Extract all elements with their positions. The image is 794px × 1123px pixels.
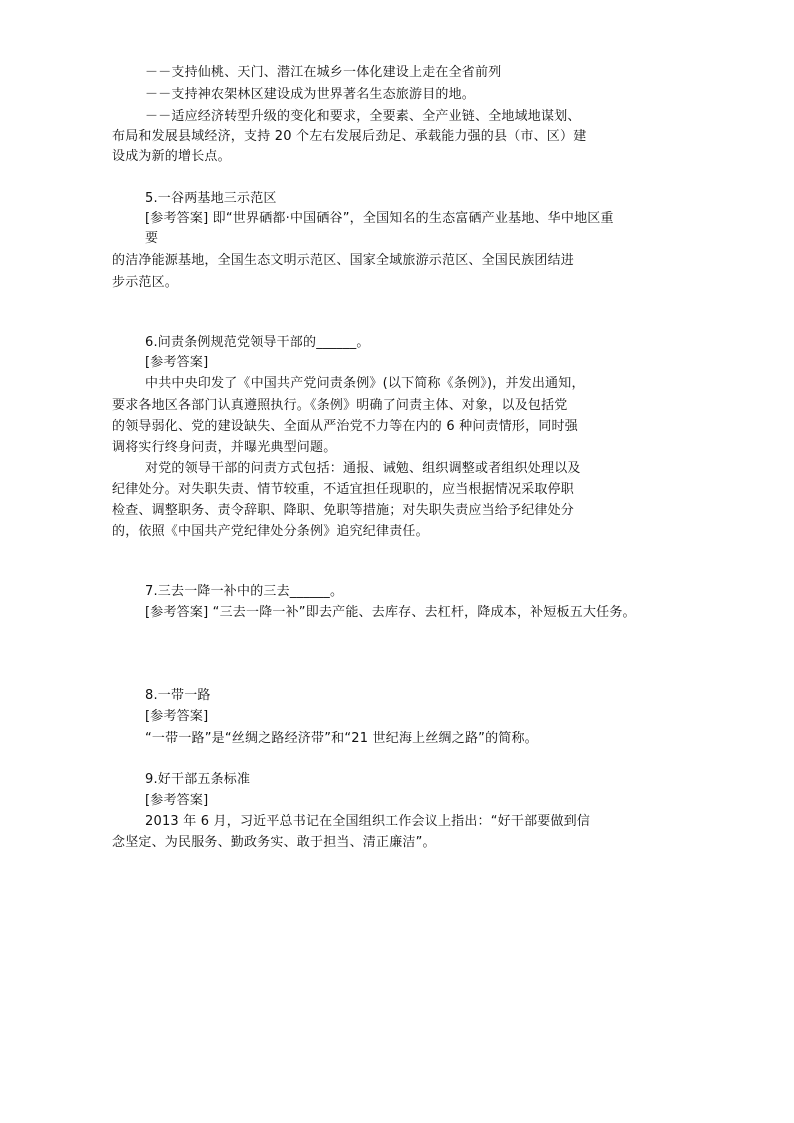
answer-8-line: “一带一路”是“丝绸之路经济带”和“21 世纪海上丝绸之路”的简称。 <box>145 731 538 746</box>
answer-5-line: 步示范区。 <box>112 275 179 290</box>
question-5-title: 5.一谷两基地三示范区 <box>145 191 277 206</box>
answer-6-line: 纪律处分。对失职失责、情节较重，不适宜担任现职的，应当根据情况采取停职 <box>112 482 575 497</box>
answer-5-line: 要 <box>145 231 159 246</box>
answer-6-line: 调将实行终身问责，并曝光典型问题。 <box>112 440 337 455</box>
answer-6-line: 的，依照《中国共产党纪律处分条例》追究纪律责任。 <box>112 524 429 539</box>
answer-6-line: 要求各地区各部门认真遵照执行。《条例》明确了问责主体、对象，以及包括党 <box>112 398 568 413</box>
question-7-title: 7.三去一降一补中的三去______。 <box>145 584 344 599</box>
question-6-title: 6.问责条例规范党领导干部的______。 <box>145 335 370 350</box>
answer-9-label: [参考答案] <box>145 793 209 808</box>
intro-line: 设成为新的增长点。 <box>112 149 231 164</box>
intro-line: 布局和发展县域经济，支持 20 个左右发展后劲足、承载能力强的县（市、区）建 <box>112 129 587 144</box>
answer-6-line: 检查、调整职务、责令辞职、降职、免职等措施；对失职失责应当给予纪律处分 <box>112 503 575 518</box>
question-8-title: 8.一带一路 <box>145 688 211 703</box>
answer-6-label: [参考答案] <box>145 355 209 370</box>
answer-9-line: 念坚定、为民服务、勤政务实、敢于担当、清正廉洁”。 <box>112 835 436 850</box>
answer-9-line: 2013 年 6 月，习近平总书记在全国组织工作会议上指出：“好干部要做到信 <box>145 814 591 829</box>
answer-6-line: 中共中央印发了《中国共产党问责条例》(以下简称《条例》)，并发出通知， <box>145 376 585 391</box>
answer-8-label: [参考答案] <box>145 709 209 724</box>
intro-line: －－适应经济转型升级的变化和要求，全要素、全产业链、全地域地谋划、 <box>145 109 581 124</box>
intro-line: －－支持仙桃、天门、潜江在城乡一体化建设上走在全省前列 <box>145 65 502 80</box>
answer-7-line: [参考答案] “三去一降一补”即去产能、去库存、去杠杆，降成本，补短板五大任务。 <box>145 605 636 620</box>
intro-line: －－支持神农架林区建设成为世界著名生态旅游目的地。 <box>145 87 476 102</box>
answer-6-line: 的领导弱化、党的建设缺失、全面从严治党不力等在内的 6 种问责情形，同时强 <box>112 419 578 434</box>
question-9-title: 9.好干部五条标准 <box>145 772 251 787</box>
answer-5-line: [参考答案] 即“世界硒都·中国硒谷”，全国知名的生态富硒产业基地、华中地区重 <box>145 211 614 226</box>
answer-6-line: 对党的领导干部的问责方式包括：通报、诫勉、组织调整或者组织处理以及 <box>145 461 581 476</box>
answer-5-line: 的洁净能源基地，全国生态文明示范区、国家全域旅游示范区、全国民族团结进 <box>112 253 575 268</box>
